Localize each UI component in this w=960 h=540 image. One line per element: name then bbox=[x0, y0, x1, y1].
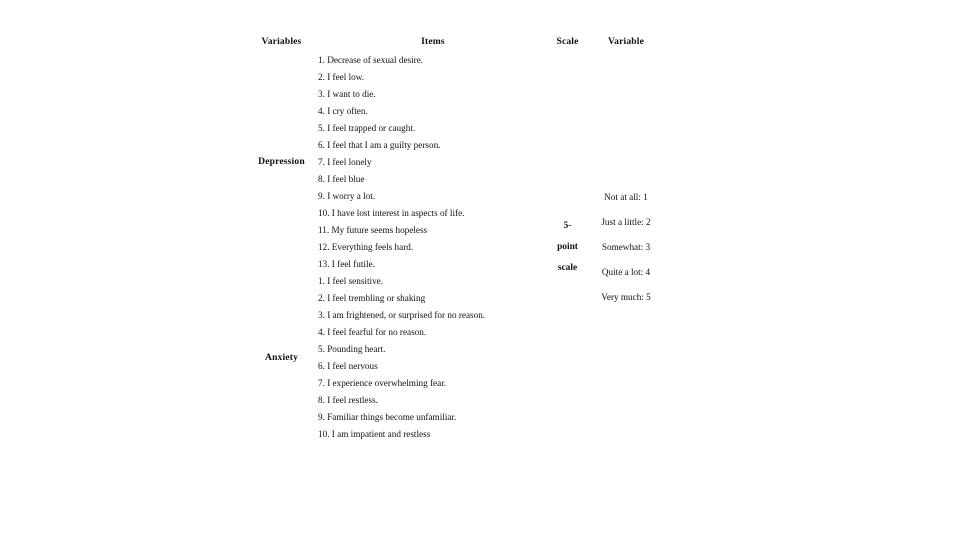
items-cell bbox=[318, 307, 548, 324]
items-cell bbox=[318, 409, 548, 443]
header-row bbox=[245, 33, 665, 52]
item-text: 7. I experience overwhelming fear. bbox=[318, 378, 447, 388]
items-cell bbox=[318, 256, 548, 273]
items-cell bbox=[318, 392, 548, 409]
items-cell bbox=[318, 171, 548, 188]
items-cell bbox=[318, 341, 548, 375]
scale-anchor: Quite a lot: 4 bbox=[601, 267, 651, 277]
items-cell bbox=[318, 103, 548, 120]
item-text: 8. I feel restless. bbox=[318, 395, 378, 405]
section-label-depression: Depression bbox=[258, 156, 305, 168]
scale-anchor: Somewhat: 3 bbox=[601, 242, 651, 252]
column-header-variable: Variable bbox=[607, 36, 645, 48]
item-text: 2. I feel trembling or shaking bbox=[318, 293, 426, 303]
table-row bbox=[245, 52, 665, 69]
item-text: 4. I feel fearful for no reason. bbox=[318, 327, 427, 337]
scale-label-line: scale bbox=[557, 263, 578, 273]
items-cell bbox=[318, 188, 548, 205]
item-text: 7. I feel lonely bbox=[318, 157, 372, 167]
item-text: 1. I feel sensitive. bbox=[318, 276, 384, 286]
column-header-items: Items bbox=[421, 36, 445, 48]
questionnaire-table bbox=[245, 33, 665, 443]
item-text: 6. I feel that I am a guilty person. bbox=[318, 140, 441, 150]
items-cell bbox=[318, 239, 548, 256]
table-body bbox=[245, 52, 665, 443]
item-text: 10. I have lost interest in aspects of life. bbox=[318, 208, 465, 218]
items-cell bbox=[318, 69, 548, 103]
scale-label-line: point bbox=[557, 242, 578, 252]
scale-cell bbox=[548, 52, 587, 443]
item-text: 9. I worry a lot. bbox=[318, 191, 376, 201]
column-header-variables: Variables bbox=[261, 36, 302, 48]
item-text: 12. Everything feels hard. bbox=[318, 242, 414, 252]
item-text: 3. I am frightened, or surprised for no reason. bbox=[318, 310, 486, 320]
scale-label-line: 5- bbox=[563, 221, 572, 231]
variable-anchors-cell bbox=[587, 52, 665, 443]
item-text: 5. Pounding heart. bbox=[318, 344, 386, 354]
items-cell bbox=[318, 120, 548, 137]
column-header-scale: Scale bbox=[556, 36, 579, 48]
items-cell bbox=[318, 375, 548, 392]
scale-anchor: Very much: 5 bbox=[601, 292, 651, 302]
scale-anchor: Not at all: 1 bbox=[604, 192, 648, 202]
item-text: 2. I feel low. bbox=[318, 72, 365, 82]
item-text: 11. My future seems hopeless bbox=[318, 225, 428, 235]
items-cell bbox=[318, 273, 548, 307]
table-header bbox=[245, 33, 665, 52]
items-cell bbox=[318, 324, 548, 341]
items-cell bbox=[318, 52, 548, 69]
item-text: 5. I feel trapped or caught. bbox=[318, 123, 416, 133]
item-text: 4. I cry often. bbox=[318, 106, 368, 116]
item-text: 10. I am impatient and restless bbox=[318, 429, 431, 439]
item-text: 9. Familiar things become unfamiliar. bbox=[318, 412, 457, 422]
scale-anchor: Just a little: 2 bbox=[601, 217, 651, 227]
section-label-anxiety: Anxiety bbox=[264, 351, 299, 363]
item-text: 13. I feel futile. bbox=[318, 259, 375, 269]
items-cell bbox=[318, 137, 548, 171]
item-text: 1. Decrease of sexual desire. bbox=[318, 55, 424, 65]
item-text: 3. I want to die. bbox=[318, 89, 376, 99]
item-text: 8. I feel blue bbox=[318, 174, 365, 184]
item-text: 6. I feel nervous bbox=[318, 361, 378, 371]
items-cell bbox=[318, 205, 548, 239]
